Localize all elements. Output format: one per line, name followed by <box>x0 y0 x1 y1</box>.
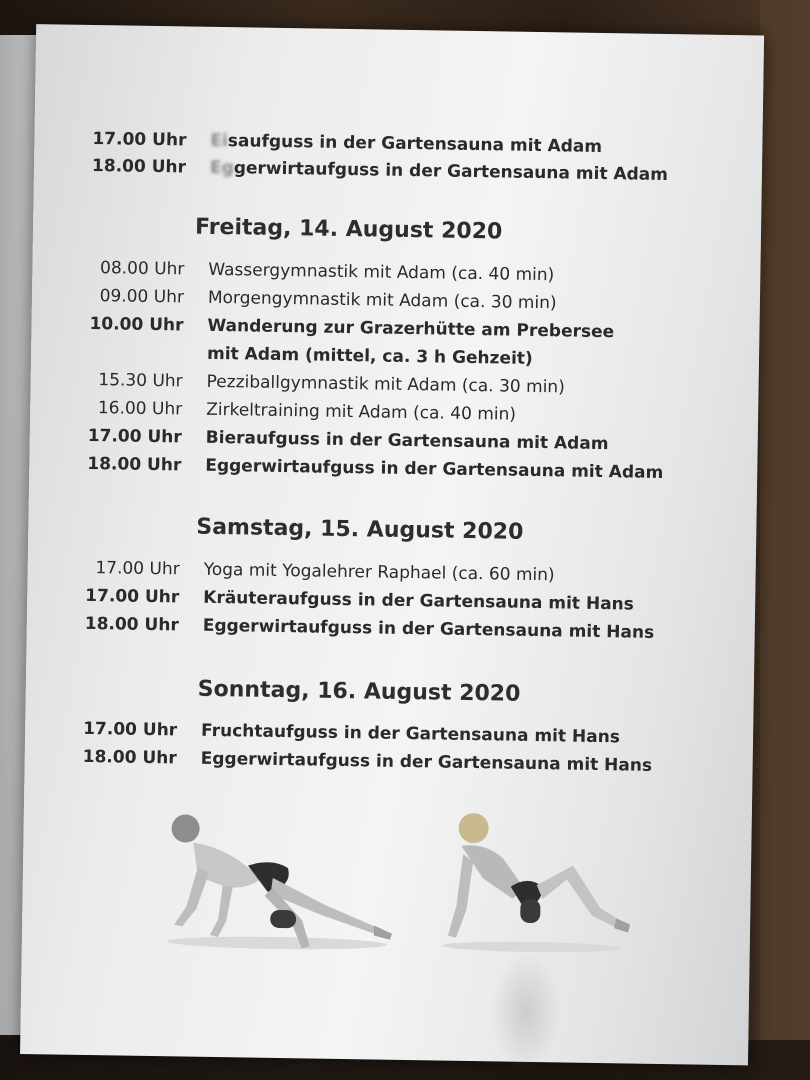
time-label: 15.30 Uhr <box>98 370 183 392</box>
wooden-panel-edge <box>760 0 810 1080</box>
person-foam-roller-seated-icon <box>432 805 634 958</box>
time-label: 18.00 Uhr <box>87 453 182 476</box>
event-label: Zirkeltraining mit Adam (ca. 40 min) <box>206 399 517 425</box>
schedule-row <box>71 586 634 615</box>
event-label: Eggerwirtaufguss in der Gartensauna mit Hans <box>200 748 653 776</box>
person-foam-roller-side-icon <box>152 806 404 960</box>
event-label: Wassergymnastik mit Adam (ca. 40 min) <box>208 259 555 286</box>
schedule-row <box>76 286 557 314</box>
time-label: 09.00 Uhr <box>99 286 185 308</box>
schedule-row <box>74 426 609 454</box>
schedule-row <box>69 747 653 776</box>
schedule-row <box>69 719 620 748</box>
time-label: 17.00 Uhr <box>92 128 187 151</box>
schedule-row <box>72 558 555 586</box>
obscured-prefix: Ei <box>210 130 229 152</box>
schedule-row <box>71 614 655 643</box>
time-label: 18.00 Uhr <box>91 155 187 178</box>
event-label: Kräuteraufguss in der Gartensauna mit Hans <box>203 587 635 615</box>
schedule-row <box>76 258 554 286</box>
time-label: 17.00 Uhr <box>85 585 180 608</box>
obscured-prefix: Eg <box>209 157 234 179</box>
day-heading: Sonntag, 16. August 2020 <box>197 676 521 707</box>
time-label: 08.00 Uhr <box>99 258 185 280</box>
time-label: 16.00 Uhr <box>97 398 183 420</box>
event-label: gerwirtaufguss in der Gartensauna mit Adam <box>233 158 669 186</box>
time-label: 17.00 Uhr <box>83 718 178 741</box>
event-label: Yoga mit Yogalehrer Raphael (ca. 60 min) <box>203 559 555 586</box>
event-label: saufguss in der Gartensauna mit Adam <box>227 131 603 157</box>
time-label: 17.00 Uhr <box>87 425 182 448</box>
event-label: Eggerwirtaufguss in der Gartensauna mit Hans <box>202 615 655 643</box>
event-label: Pezziballgymnastik mit Adam (ca. 30 min) <box>206 371 565 398</box>
schedule-sheet <box>20 24 764 1065</box>
event-label: Fruchtaufguss in der Gartensauna mit Hans <box>200 720 621 748</box>
schedule-row <box>73 454 663 483</box>
time-label: 18.00 Uhr <box>82 746 177 769</box>
schedule-row <box>78 129 602 157</box>
paper-smudge <box>490 951 562 1072</box>
schedule-row <box>74 370 564 398</box>
schedule-row <box>75 314 614 342</box>
time-label: 10.00 Uhr <box>89 313 184 336</box>
event-label: Bieraufguss in der Gartensauna mit Adam <box>205 427 609 455</box>
time-label: 18.00 Uhr <box>84 613 179 636</box>
event-label: Eggerwirtaufguss in der Gartensauna mit Adam <box>205 455 664 483</box>
schedule-row <box>74 398 516 425</box>
event-label: Wanderung zur Grazerhütte am Prebersee <box>207 315 615 343</box>
day-heading: Samstag, 15. August 2020 <box>196 514 524 545</box>
event-continuation: mit Adam (mittel, ca. 3 h Gehzeit) <box>206 343 533 369</box>
time-label: 17.00 Uhr <box>95 558 180 580</box>
schedule-row <box>78 156 668 185</box>
event-label: Morgengymnastik mit Adam (ca. 30 min) <box>207 287 557 314</box>
day-heading: Freitag, 14. August 2020 <box>194 214 503 245</box>
